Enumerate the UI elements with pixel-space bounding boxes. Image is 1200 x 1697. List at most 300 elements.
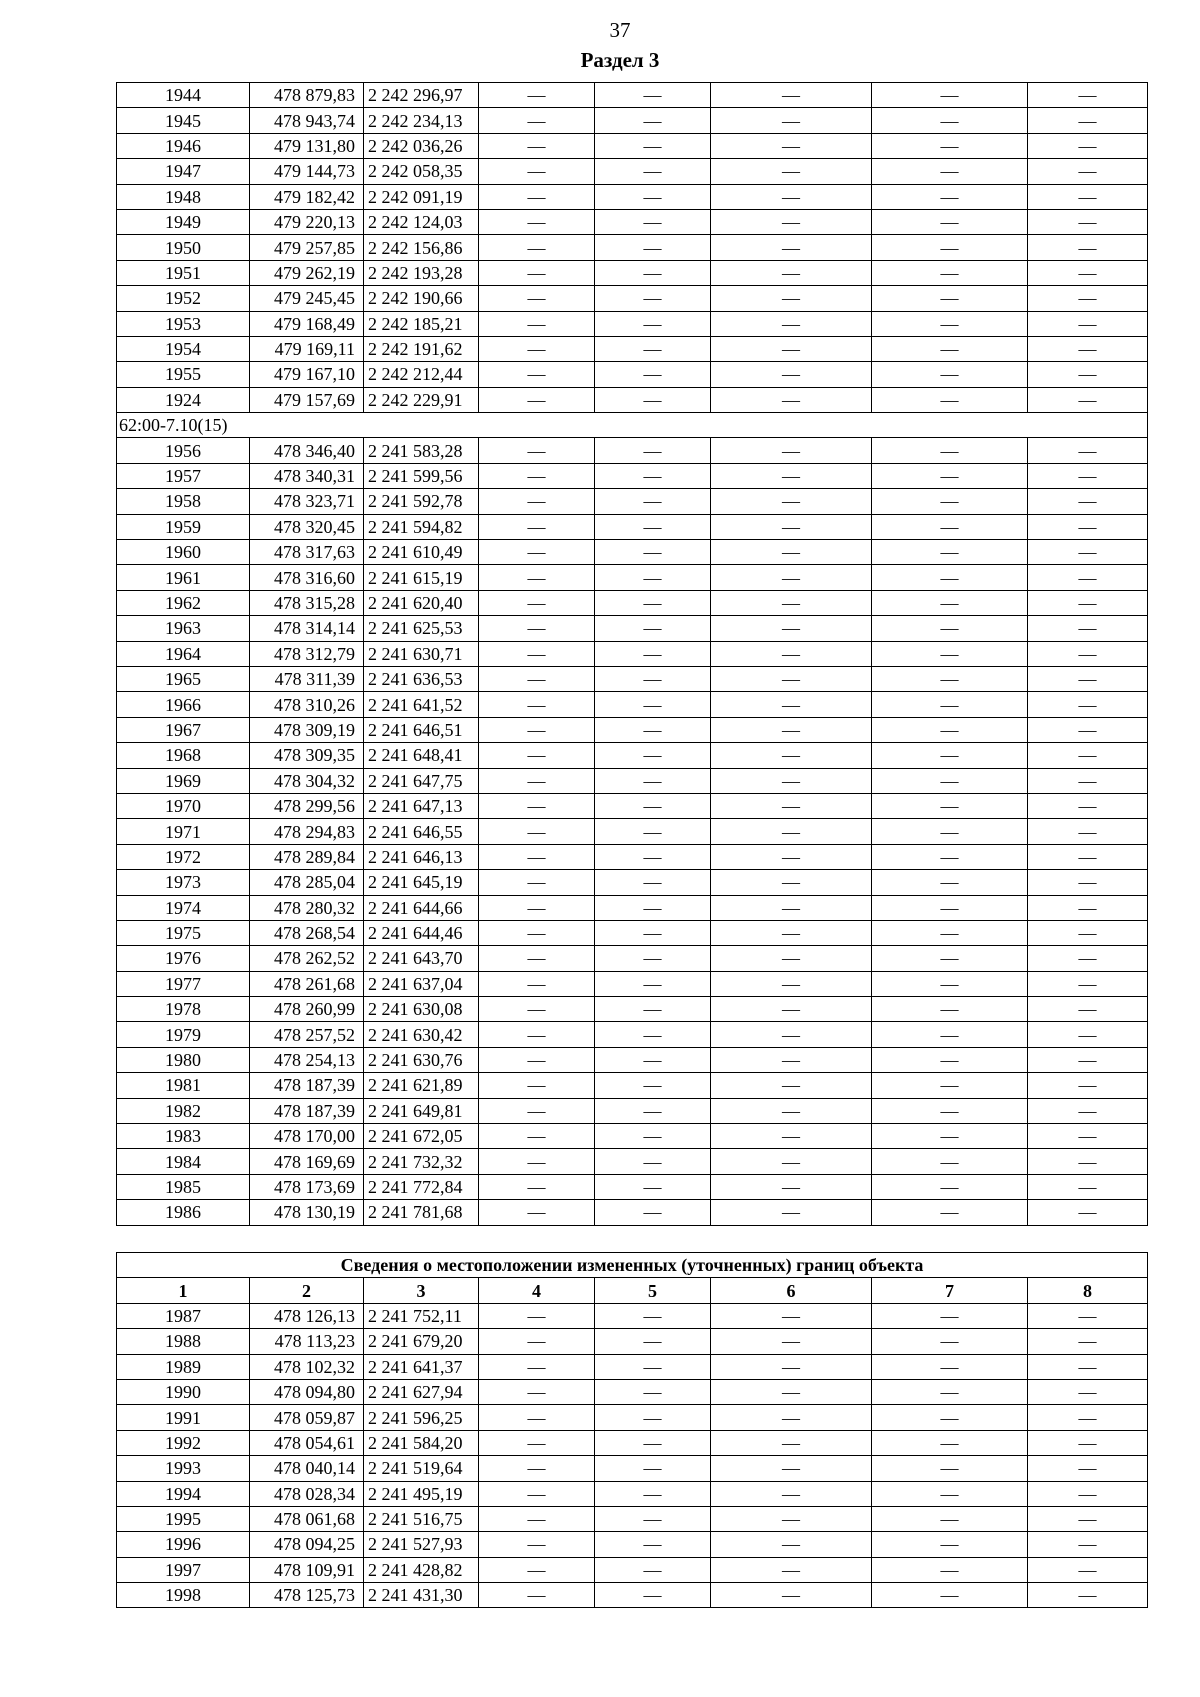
empty-value-cell: —	[872, 1456, 1028, 1481]
table-row	[117, 362, 1148, 387]
empty-value-cell: —	[479, 1456, 595, 1481]
y-coordinate-cell: 2 241 648,41	[364, 743, 479, 768]
x-coordinate-cell: 478 285,04	[250, 870, 364, 895]
table-row	[117, 1073, 1148, 1098]
y-coordinate-cell: 2 241 495,19	[364, 1481, 479, 1506]
empty-value-cell: —	[595, 438, 711, 463]
empty-value-cell: —	[479, 997, 595, 1022]
empty-value-cell: —	[872, 514, 1028, 539]
y-coordinate-cell: 2 241 592,78	[364, 489, 479, 514]
empty-value-cell: —	[711, 1022, 872, 1047]
point-number-cell: 1990	[117, 1379, 250, 1404]
empty-value-cell: —	[479, 819, 595, 844]
empty-value-cell: —	[872, 286, 1028, 311]
y-coordinate-cell: 2 241 672,05	[364, 1124, 479, 1149]
empty-value-cell: —	[1028, 870, 1148, 895]
empty-value-cell: —	[595, 336, 711, 361]
x-coordinate-cell: 478 028,34	[250, 1481, 364, 1506]
x-coordinate-cell: 478 309,19	[250, 717, 364, 742]
empty-value-cell: —	[595, 743, 711, 768]
table-row	[117, 946, 1148, 971]
empty-value-cell: —	[479, 1124, 595, 1149]
empty-value-cell: —	[711, 1430, 872, 1455]
column-header: 5	[595, 1278, 711, 1303]
empty-value-cell: —	[1028, 489, 1148, 514]
empty-value-cell: —	[872, 920, 1028, 945]
point-number-cell: 1948	[117, 184, 250, 209]
empty-value-cell: —	[595, 946, 711, 971]
empty-value-cell: —	[711, 1456, 872, 1481]
empty-value-cell: —	[1028, 1430, 1148, 1455]
table-row	[117, 1379, 1148, 1404]
empty-value-cell: —	[1028, 1532, 1148, 1557]
empty-value-cell: —	[872, 1557, 1028, 1582]
empty-value-cell: —	[711, 870, 872, 895]
y-coordinate-cell: 2 241 627,94	[364, 1379, 479, 1404]
empty-value-cell: —	[872, 743, 1028, 768]
y-coordinate-cell: 2 242 191,62	[364, 336, 479, 361]
x-coordinate-cell: 478 054,61	[250, 1430, 364, 1455]
x-coordinate-cell: 479 220,13	[250, 209, 364, 234]
x-coordinate-cell: 478 289,84	[250, 844, 364, 869]
empty-value-cell: —	[872, 489, 1028, 514]
empty-value-cell: —	[1028, 286, 1148, 311]
x-coordinate-cell: 478 260,99	[250, 997, 364, 1022]
empty-value-cell: —	[872, 260, 1028, 285]
empty-value-cell: —	[595, 1405, 711, 1430]
table-row	[117, 920, 1148, 945]
empty-value-cell: —	[1028, 463, 1148, 488]
y-coordinate-cell: 2 242 229,91	[364, 387, 479, 412]
empty-value-cell: —	[595, 489, 711, 514]
empty-value-cell: —	[595, 920, 711, 945]
point-number-cell: 1970	[117, 793, 250, 818]
y-coordinate-cell: 2 241 615,19	[364, 565, 479, 590]
empty-value-cell: —	[711, 336, 872, 361]
empty-value-cell: —	[711, 971, 872, 996]
x-coordinate-cell: 478 262,52	[250, 946, 364, 971]
y-coordinate-cell: 2 241 781,68	[364, 1200, 479, 1225]
table-body	[117, 1303, 1148, 1608]
empty-value-cell: —	[872, 1354, 1028, 1379]
empty-value-cell: —	[872, 819, 1028, 844]
empty-value-cell: —	[1028, 768, 1148, 793]
empty-value-cell: —	[595, 1174, 711, 1199]
point-number-cell: 1957	[117, 463, 250, 488]
y-coordinate-cell: 2 241 645,19	[364, 870, 479, 895]
empty-value-cell: —	[595, 971, 711, 996]
empty-value-cell: —	[595, 717, 711, 742]
table-row	[117, 1405, 1148, 1430]
empty-value-cell: —	[1028, 159, 1148, 184]
y-coordinate-cell: 2 242 234,13	[364, 108, 479, 133]
empty-value-cell: —	[872, 1022, 1028, 1047]
table-row	[117, 1354, 1148, 1379]
empty-value-cell: —	[872, 463, 1028, 488]
y-coordinate-cell: 2 241 599,56	[364, 463, 479, 488]
point-number-cell: 1945	[117, 108, 250, 133]
x-coordinate-cell: 479 144,73	[250, 159, 364, 184]
x-coordinate-cell: 478 113,23	[250, 1329, 364, 1354]
column-header: 1	[117, 1278, 250, 1303]
empty-value-cell: —	[479, 1583, 595, 1608]
y-coordinate-cell: 2 241 527,93	[364, 1532, 479, 1557]
empty-value-cell: —	[479, 870, 595, 895]
x-coordinate-cell: 478 943,74	[250, 108, 364, 133]
table-row	[117, 108, 1148, 133]
x-coordinate-cell: 478 294,83	[250, 819, 364, 844]
empty-value-cell: —	[595, 463, 711, 488]
empty-value-cell: —	[872, 540, 1028, 565]
point-number-cell: 1968	[117, 743, 250, 768]
x-coordinate-cell: 478 340,31	[250, 463, 364, 488]
y-coordinate-cell: 2 241 636,53	[364, 666, 479, 691]
y-coordinate-cell: 2 241 647,13	[364, 793, 479, 818]
point-number-cell: 1979	[117, 1022, 250, 1047]
empty-value-cell: —	[872, 362, 1028, 387]
table-row	[117, 997, 1148, 1022]
empty-value-cell: —	[479, 463, 595, 488]
empty-value-cell: —	[1028, 717, 1148, 742]
x-coordinate-cell: 479 257,85	[250, 235, 364, 260]
empty-value-cell: —	[595, 590, 711, 615]
empty-value-cell: —	[872, 1532, 1028, 1557]
y-coordinate-cell: 2 241 630,42	[364, 1022, 479, 1047]
y-coordinate-cell: 2 241 732,32	[364, 1149, 479, 1174]
empty-value-cell: —	[479, 1405, 595, 1430]
empty-value-cell: —	[1028, 819, 1148, 844]
empty-value-cell: —	[479, 1149, 595, 1174]
point-number-cell: 1971	[117, 819, 250, 844]
table-row	[117, 692, 1148, 717]
x-coordinate-cell: 478 320,45	[250, 514, 364, 539]
empty-value-cell: —	[595, 1456, 711, 1481]
empty-value-cell: —	[595, 616, 711, 641]
x-coordinate-cell: 478 125,73	[250, 1583, 364, 1608]
empty-value-cell: —	[711, 743, 872, 768]
empty-value-cell: —	[711, 717, 872, 742]
y-coordinate-cell: 2 241 646,55	[364, 819, 479, 844]
point-number-cell: 1944	[117, 83, 250, 108]
changed-boundaries-table	[116, 1252, 1148, 1608]
table-row	[117, 260, 1148, 285]
y-coordinate-cell: 2 241 644,46	[364, 920, 479, 945]
empty-value-cell: —	[1028, 133, 1148, 158]
point-number-cell: 1983	[117, 1124, 250, 1149]
empty-value-cell: —	[872, 438, 1028, 463]
point-number-cell: 1965	[117, 666, 250, 691]
empty-value-cell: —	[1028, 1022, 1148, 1047]
point-number-cell: 1988	[117, 1329, 250, 1354]
empty-value-cell: —	[1028, 311, 1148, 336]
empty-value-cell: —	[872, 1174, 1028, 1199]
table-row	[117, 666, 1148, 691]
empty-value-cell: —	[479, 768, 595, 793]
y-coordinate-cell: 2 241 625,53	[364, 616, 479, 641]
empty-value-cell: —	[872, 1583, 1028, 1608]
empty-value-cell: —	[711, 83, 872, 108]
point-number-cell: 1959	[117, 514, 250, 539]
empty-value-cell: —	[872, 946, 1028, 971]
empty-value-cell: —	[479, 1430, 595, 1455]
empty-value-cell: —	[1028, 895, 1148, 920]
empty-value-cell: —	[595, 1303, 711, 1328]
empty-value-cell: —	[595, 1149, 711, 1174]
point-number-cell: 1963	[117, 616, 250, 641]
empty-value-cell: —	[595, 260, 711, 285]
empty-value-cell: —	[1028, 108, 1148, 133]
y-coordinate-cell: 2 242 190,66	[364, 286, 479, 311]
column-header: 4	[479, 1278, 595, 1303]
empty-value-cell: —	[595, 870, 711, 895]
y-coordinate-cell: 2 241 752,11	[364, 1303, 479, 1328]
empty-value-cell: —	[872, 83, 1028, 108]
table-row	[117, 717, 1148, 742]
y-coordinate-cell: 2 241 679,20	[364, 1329, 479, 1354]
empty-value-cell: —	[479, 895, 595, 920]
x-coordinate-cell: 478 187,39	[250, 1073, 364, 1098]
point-number-cell: 1986	[117, 1200, 250, 1225]
empty-value-cell: —	[872, 717, 1028, 742]
empty-value-cell: —	[711, 1073, 872, 1098]
table-row	[117, 1456, 1148, 1481]
x-coordinate-cell: 478 312,79	[250, 641, 364, 666]
x-coordinate-cell: 479 168,49	[250, 311, 364, 336]
point-number-cell: 1953	[117, 311, 250, 336]
table-row	[117, 870, 1148, 895]
point-number-cell: 1995	[117, 1506, 250, 1531]
y-coordinate-cell: 2 241 630,08	[364, 997, 479, 1022]
empty-value-cell: —	[595, 1098, 711, 1123]
empty-value-cell: —	[711, 540, 872, 565]
point-number-cell: 1982	[117, 1098, 250, 1123]
y-coordinate-cell: 2 241 643,70	[364, 946, 479, 971]
empty-value-cell: —	[479, 209, 595, 234]
empty-value-cell: —	[1028, 1149, 1148, 1174]
empty-value-cell: —	[711, 1532, 872, 1557]
empty-value-cell: —	[872, 159, 1028, 184]
table-row	[117, 235, 1148, 260]
table-row	[117, 1506, 1148, 1531]
empty-value-cell: —	[595, 514, 711, 539]
empty-value-cell: —	[479, 743, 595, 768]
empty-value-cell: —	[595, 133, 711, 158]
section-title: Раздел 3	[580, 48, 660, 72]
table-row	[117, 590, 1148, 615]
x-coordinate-cell: 478 102,32	[250, 1354, 364, 1379]
empty-value-cell: —	[595, 997, 711, 1022]
empty-value-cell: —	[479, 133, 595, 158]
x-coordinate-cell: 478 094,25	[250, 1532, 364, 1557]
empty-value-cell: —	[872, 311, 1028, 336]
empty-value-cell: —	[1028, 438, 1148, 463]
table-row	[117, 1098, 1148, 1123]
empty-value-cell: —	[872, 1329, 1028, 1354]
point-number-cell: 1976	[117, 946, 250, 971]
empty-value-cell: —	[711, 108, 872, 133]
x-coordinate-cell: 478 280,32	[250, 895, 364, 920]
x-coordinate-cell: 478 315,28	[250, 590, 364, 615]
empty-value-cell: —	[711, 1557, 872, 1582]
column-header-row	[117, 1278, 1148, 1303]
empty-value-cell: —	[479, 1481, 595, 1506]
empty-value-cell: —	[872, 1405, 1028, 1430]
x-coordinate-cell: 478 261,68	[250, 971, 364, 996]
empty-value-cell: —	[711, 1379, 872, 1404]
empty-value-cell: —	[479, 260, 595, 285]
empty-value-cell: —	[711, 1583, 872, 1608]
empty-value-cell: —	[479, 387, 595, 412]
empty-value-cell: —	[595, 159, 711, 184]
x-coordinate-cell: 479 262,19	[250, 260, 364, 285]
empty-value-cell: —	[1028, 692, 1148, 717]
point-number-cell: 1994	[117, 1481, 250, 1506]
point-number-cell: 1981	[117, 1073, 250, 1098]
empty-value-cell: —	[595, 1022, 711, 1047]
x-coordinate-cell: 478 061,68	[250, 1506, 364, 1531]
table-row	[117, 336, 1148, 361]
empty-value-cell: —	[595, 1430, 711, 1455]
empty-value-cell: —	[872, 971, 1028, 996]
empty-value-cell: —	[595, 387, 711, 412]
point-number-cell: 1951	[117, 260, 250, 285]
empty-value-cell: —	[479, 590, 595, 615]
empty-value-cell: —	[1028, 641, 1148, 666]
empty-value-cell: —	[595, 83, 711, 108]
y-coordinate-cell: 2 241 630,71	[364, 641, 479, 666]
x-coordinate-cell: 478 169,69	[250, 1149, 364, 1174]
empty-value-cell: —	[1028, 1329, 1148, 1354]
point-number-cell: 1949	[117, 209, 250, 234]
empty-value-cell: —	[872, 616, 1028, 641]
y-coordinate-cell: 2 241 621,89	[364, 1073, 479, 1098]
table-row	[117, 159, 1148, 184]
empty-value-cell: —	[1028, 565, 1148, 590]
x-coordinate-cell: 478 314,14	[250, 616, 364, 641]
table-subheader	[117, 413, 1148, 438]
empty-value-cell: —	[711, 311, 872, 336]
y-coordinate-cell: 2 241 428,82	[364, 1557, 479, 1582]
x-coordinate-cell: 478 126,13	[250, 1303, 364, 1328]
empty-value-cell: —	[711, 362, 872, 387]
empty-value-cell: —	[872, 1303, 1028, 1328]
empty-value-cell: —	[479, 489, 595, 514]
empty-value-cell: —	[595, 235, 711, 260]
empty-value-cell: —	[479, 1174, 595, 1199]
y-coordinate-cell: 2 241 594,82	[364, 514, 479, 539]
empty-value-cell: —	[479, 1354, 595, 1379]
empty-value-cell: —	[872, 1481, 1028, 1506]
y-coordinate-cell: 2 241 646,13	[364, 844, 479, 869]
table-row	[117, 895, 1148, 920]
point-number-cell: 1956	[117, 438, 250, 463]
empty-value-cell: —	[1028, 1583, 1148, 1608]
point-number-cell: 1966	[117, 692, 250, 717]
x-coordinate-cell: 478 346,40	[250, 438, 364, 463]
empty-value-cell: —	[595, 311, 711, 336]
empty-value-cell: —	[711, 1303, 872, 1328]
empty-value-cell: —	[711, 489, 872, 514]
point-number-cell: 1973	[117, 870, 250, 895]
point-number-cell: 1955	[117, 362, 250, 387]
empty-value-cell: —	[479, 1379, 595, 1404]
empty-value-cell: —	[872, 870, 1028, 895]
table-row	[117, 463, 1148, 488]
empty-value-cell: —	[1028, 1303, 1148, 1328]
table-row	[117, 793, 1148, 818]
empty-value-cell: —	[711, 438, 872, 463]
empty-value-cell: —	[711, 1098, 872, 1123]
subheader-row	[117, 413, 1148, 438]
empty-value-cell: —	[595, 362, 711, 387]
y-coordinate-cell: 2 242 124,03	[364, 209, 479, 234]
empty-value-cell: —	[711, 895, 872, 920]
point-number-cell: 1987	[117, 1303, 250, 1328]
empty-value-cell: —	[711, 666, 872, 691]
empty-value-cell: —	[479, 920, 595, 945]
x-coordinate-cell: 478 173,69	[250, 1174, 364, 1199]
empty-value-cell: —	[595, 1532, 711, 1557]
point-number-cell: 1984	[117, 1149, 250, 1174]
empty-value-cell: —	[595, 793, 711, 818]
coordinates-table	[116, 82, 1148, 1226]
x-coordinate-cell: 478 316,60	[250, 565, 364, 590]
point-number-cell: 1960	[117, 540, 250, 565]
y-coordinate-cell: 2 242 091,19	[364, 184, 479, 209]
empty-value-cell: —	[479, 235, 595, 260]
empty-value-cell: —	[711, 286, 872, 311]
table-row	[117, 83, 1148, 108]
y-coordinate-cell: 2 241 772,84	[364, 1174, 479, 1199]
empty-value-cell: —	[711, 1506, 872, 1531]
point-number-cell: 1985	[117, 1174, 250, 1199]
y-coordinate-cell: 2 242 036,26	[364, 133, 479, 158]
empty-value-cell: —	[595, 184, 711, 209]
empty-value-cell: —	[479, 844, 595, 869]
empty-value-cell: —	[872, 1506, 1028, 1531]
empty-value-cell: —	[1028, 844, 1148, 869]
empty-value-cell: —	[1028, 590, 1148, 615]
point-number-cell: 1997	[117, 1557, 250, 1582]
empty-value-cell: —	[711, 844, 872, 869]
empty-value-cell: —	[872, 1149, 1028, 1174]
empty-value-cell: —	[1028, 743, 1148, 768]
empty-value-cell: —	[872, 1047, 1028, 1072]
empty-value-cell: —	[479, 666, 595, 691]
table-caption: Сведения о местоположении измененных (уточненных) границ объекта	[117, 1253, 1148, 1278]
table-row	[117, 1532, 1148, 1557]
y-coordinate-cell: 2 242 058,35	[364, 159, 479, 184]
x-coordinate-cell: 478 309,35	[250, 743, 364, 768]
empty-value-cell: —	[1028, 616, 1148, 641]
empty-value-cell: —	[1028, 793, 1148, 818]
x-coordinate-cell: 479 157,69	[250, 387, 364, 412]
empty-value-cell: —	[479, 1098, 595, 1123]
point-number-cell: 1989	[117, 1354, 250, 1379]
x-coordinate-cell: 478 254,13	[250, 1047, 364, 1072]
x-coordinate-cell: 478 304,32	[250, 768, 364, 793]
empty-value-cell: —	[872, 387, 1028, 412]
empty-value-cell: —	[479, 540, 595, 565]
empty-value-cell: —	[1028, 920, 1148, 945]
empty-value-cell: —	[1028, 1506, 1148, 1531]
empty-value-cell: —	[872, 666, 1028, 691]
empty-value-cell: —	[711, 159, 872, 184]
empty-value-cell: —	[1028, 1174, 1148, 1199]
empty-value-cell: —	[479, 1329, 595, 1354]
empty-value-cell: —	[479, 1532, 595, 1557]
table-row	[117, 1047, 1148, 1072]
